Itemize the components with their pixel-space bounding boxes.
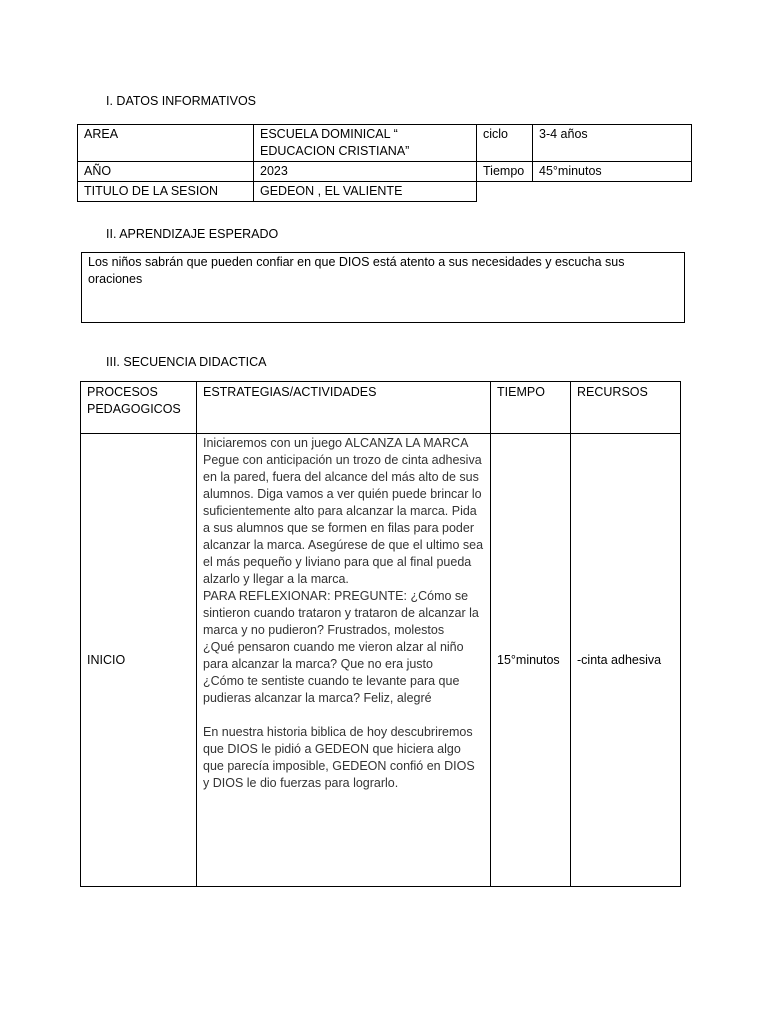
ciclo-value: 3-4 años bbox=[533, 125, 692, 162]
tiempo-label: Tiempo bbox=[477, 162, 533, 182]
titulo-value: GEDEON , EL VALIENTE bbox=[254, 182, 477, 202]
recursos-inicio: -cinta adhesiva bbox=[571, 434, 681, 887]
tiempo-inicio: 15°minutos bbox=[491, 434, 571, 887]
section-heading-datos: I. DATOS INFORMATIVOS bbox=[106, 94, 257, 108]
area-label: AREA bbox=[78, 125, 254, 162]
info-row-area bbox=[78, 125, 692, 162]
info-row-titulo bbox=[78, 182, 692, 202]
activity-line: ¿Qué pensaron cuando me vieron alzar al niño para alcanzar la marca? Que no era justo bbox=[203, 640, 464, 671]
tiempo-value: 45°minutos bbox=[533, 162, 692, 182]
info-row-anio bbox=[78, 162, 692, 182]
anio-label: AÑO bbox=[78, 162, 254, 182]
activity-closing: En nuestra historia biblica de hoy descubriremos que DIOS le pidió a GEDEON que hiciera algo que parecía imposible, GEDEON confió en DIOS y DIOS le dio fuerzas para lograrlo. bbox=[203, 725, 475, 790]
info-table bbox=[77, 124, 692, 202]
header-recursos: RECURSOS bbox=[571, 382, 681, 434]
activity-line: ¿Cómo te sentiste cuando te levante para que pudieras alcanzar la marca? Feliz, alegré bbox=[203, 674, 460, 705]
activity-line: Pegue con anticipación un trozo de cinta adhesiva en la pared, fuera del alcance del más alto de sus alumnos. Diga vamos a ver quién puede brincar lo suficientemente alto para alcanzar la marca. Pida a sus alumnos que se formen en filas para poder alcanzar la marca. Asegúrese de que el ultimo sea el más pequeño y liviano para que al final pueda alzarlo y llegar a la marca. bbox=[203, 453, 484, 586]
anio-value: 2023 bbox=[254, 162, 477, 182]
ciclo-label: ciclo bbox=[477, 125, 533, 162]
header-procesos: PROCESOS PEDAGOGICOS bbox=[81, 382, 197, 434]
sequence-row-inicio bbox=[81, 434, 681, 887]
proceso-inicio: INICIO bbox=[81, 434, 197, 887]
activity-line: PARA REFLEXIONAR: PREGUNTE: ¿Cómo se sintieron cuando trataron y trataron de alcanzar la marca y no pudieron? Frustrados, molestos bbox=[203, 589, 479, 637]
area-value: ESCUELA DOMINICAL “ EDUCACION CRISTIANA” bbox=[254, 125, 477, 162]
header-estrategias: ESTRATEGIAS/ACTIVIDADES bbox=[197, 382, 491, 434]
section-heading-secuencia: III. SECUENCIA DIDACTICA bbox=[106, 355, 267, 369]
sequence-table bbox=[80, 381, 681, 887]
sequence-header-row bbox=[81, 382, 681, 434]
titulo-label: TITULO DE LA SESION bbox=[78, 182, 254, 202]
empty-cell bbox=[477, 182, 692, 202]
activities-cell bbox=[197, 434, 491, 887]
aprendizaje-box bbox=[81, 252, 685, 323]
section-heading-aprendizaje: II. APRENDIZAJE ESPERADO bbox=[106, 227, 279, 241]
activity-line: Iniciaremos con un juego ALCANZA LA MARCA bbox=[203, 436, 469, 450]
aprendizaje-text: Los niños sabrán que pueden confiar en que DIOS está atento a sus necesidades y escucha sus oraciones bbox=[88, 255, 625, 286]
header-tiempo: TIEMPO bbox=[491, 382, 571, 434]
